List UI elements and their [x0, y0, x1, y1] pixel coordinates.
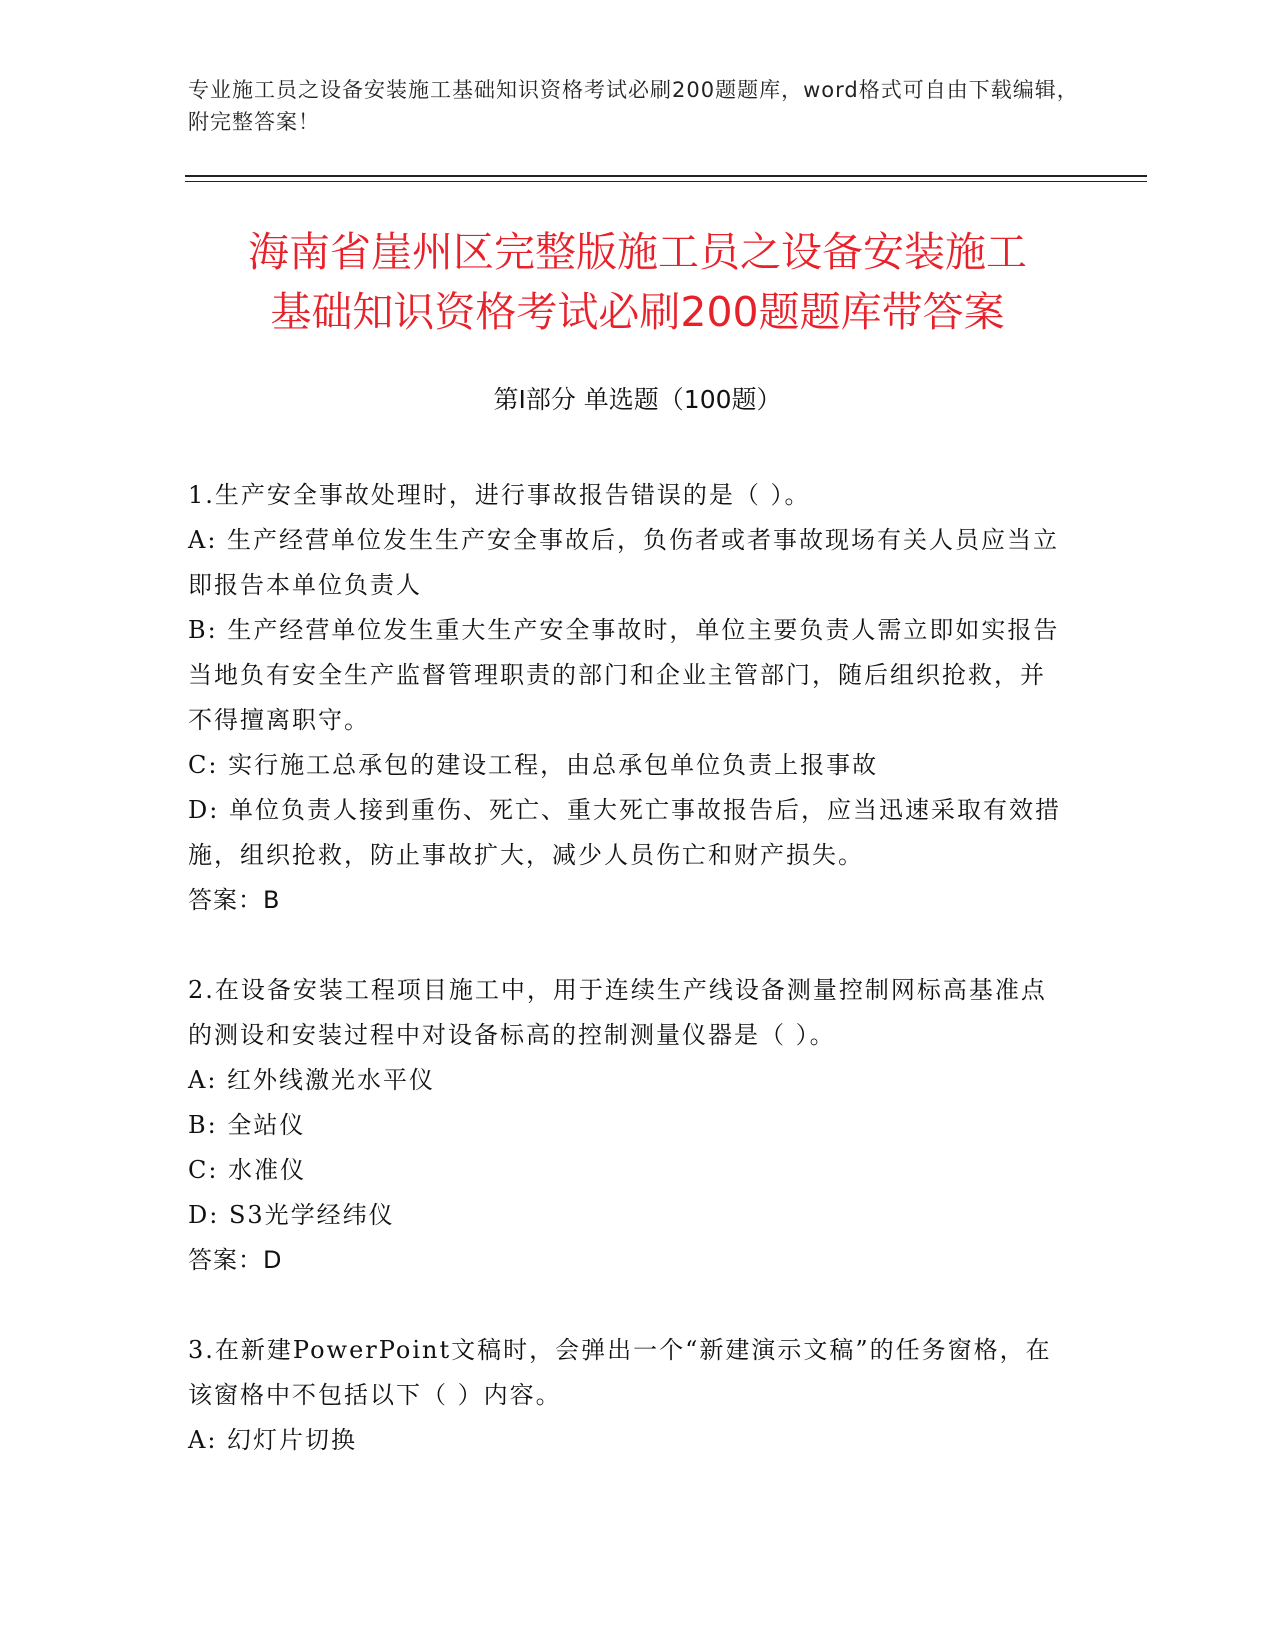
option-d: D: 单位负责人接到重伤、死亡、重大死亡事故报告后，应当迅速采取有效措施，组织抢救，防止事故扩大，减少人员伤亡和财产损失。 [188, 796, 1061, 869]
option-b: B: 全站仪 [188, 1111, 306, 1139]
option-a: A: 生产经营单位发生生产安全事故后，负伤者或者事故现场有关人员应当立即报告本单位负责人 [188, 526, 1060, 599]
answer-label: 答案：D [188, 1246, 283, 1274]
title-line-2: 基础知识资格考试必刷200题题库带答案 [270, 288, 1005, 336]
question-list [188, 473, 1068, 1463]
question-2 [188, 968, 1068, 1283]
section-heading: 第Ⅰ部分 单选题（100题） [493, 385, 782, 414]
header-rule-thick [185, 175, 1147, 177]
option-a: A: 幻灯片切换 [188, 1426, 358, 1454]
question-spacer [188, 923, 1068, 968]
option-c: C: 水准仪 [188, 1156, 307, 1184]
question-stem: 2.在设备安装工程项目施工中，用于连续生产线设备测量控制网标高基准点的测设和安装过程中对设备标高的控制测量仪器是（ ）。 [188, 976, 1047, 1049]
option-c: C: 实行施工总承包的建设工程，由总承包单位负责上报事故 [188, 751, 879, 779]
header-rule-thin [185, 181, 1147, 182]
question-spacer [188, 1283, 1068, 1328]
option-d: D: S3光学经纬仪 [188, 1201, 395, 1229]
question-stem: 3.在新建PowerPoint文稿时，会弹出一个“新建演示文稿”的任务窗格，在该窗格中不包括以下（ ）内容。 [188, 1336, 1052, 1409]
title-line-1: 海南省崖州区完整版施工员之设备安装施工 [248, 228, 1027, 276]
answer-label: 答案：B [188, 886, 281, 914]
option-b: B: 生产经营单位发生重大生产安全事故时，单位主要负责人需立即如实报告当地负有安全生产监督管理职责的部门和企业主管部门，随后组织抢救，并不得擅离职守。 [188, 616, 1060, 734]
question-stem: 1.生产安全事故处理时，进行事故报告错误的是（ ）。 [188, 481, 811, 509]
question-1 [188, 473, 1068, 923]
document-title [140, 222, 1135, 342]
question-3 [188, 1328, 1068, 1463]
header-note: 专业施工员之设备安装施工基础知识资格考试必刷200题题库，word格式可自由下载编辑，附完整答案！ [188, 78, 1079, 134]
option-a: A: 红外线激光水平仪 [188, 1066, 436, 1094]
